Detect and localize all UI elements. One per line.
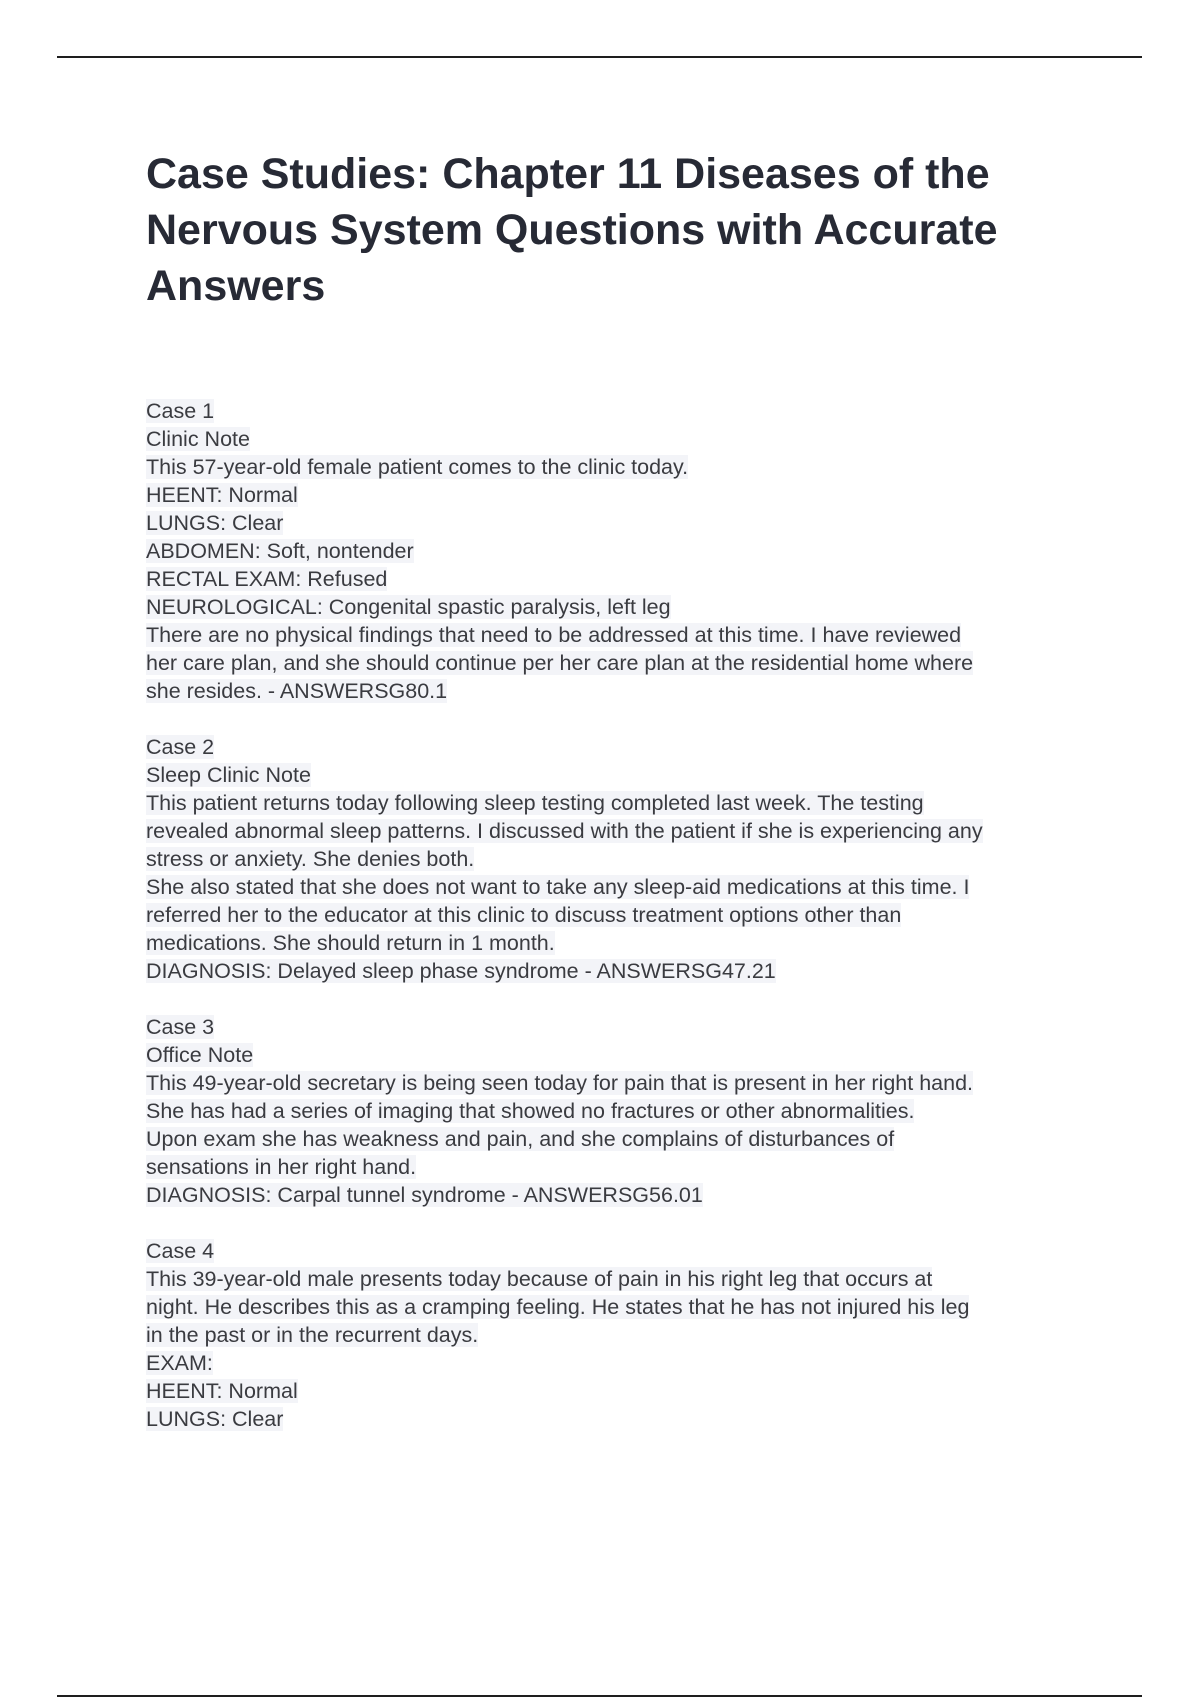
note-line: This 39-year-old male presents today because of pain in his right leg that occurs at — [146, 1267, 933, 1291]
note-line: her care plan, and she should continue per her care plan at the residential home where — [146, 651, 974, 675]
document-title: Case Studies: Chapter 11 Diseases of the Nervous System Questions with Accurate Answers — [146, 150, 998, 310]
case-heading: Case 4 — [146, 1239, 215, 1263]
note-line: There are no physical findings that need to be addressed at this time. I have reviewed — [146, 623, 962, 647]
note-line: EXAM: — [146, 1351, 213, 1375]
document-body — [146, 397, 1106, 1461]
note-line: ABDOMEN: Soft, nontender — [146, 539, 414, 563]
note-line: LUNGS: Clear — [146, 511, 284, 535]
case-4 — [146, 1237, 1106, 1433]
answer-line: DIAGNOSIS: Delayed sleep phase syndrome - ANSWERSG47.21 — [146, 959, 776, 983]
note-line: night. He describes this as a cramping feeling. He states that he has not injured his leg — [146, 1295, 970, 1319]
note-type: Sleep Clinic Note — [146, 763, 311, 787]
note-line: This patient returns today following sleep testing completed last week. The testing — [146, 791, 924, 815]
note-line: referred her to the educator at this clinic to discuss treatment options other than — [146, 903, 902, 927]
bottom-divider — [57, 1695, 1142, 1697]
case-heading: Case 3 — [146, 1015, 215, 1039]
note-line: NEUROLOGICAL: Congenital spastic paralysis, left leg — [146, 595, 671, 619]
note-line: sensations in her right hand. — [146, 1155, 417, 1179]
note-line: Upon exam she has weakness and pain, and she complains of disturbances of — [146, 1127, 895, 1151]
case-2 — [146, 733, 1106, 985]
note-line: She also stated that she does not want to take any sleep-aid medications at this time. I — [146, 875, 970, 899]
note-line: LUNGS: Clear — [146, 1407, 284, 1431]
note-line: This 49-year-old secretary is being seen today for pain that is present in her right hand. — [146, 1071, 974, 1095]
note-line: HEENT: Normal — [146, 1379, 298, 1403]
note-type: Office Note — [146, 1043, 254, 1067]
note-line: This 57-year-old female patient comes to the clinic today. — [146, 455, 689, 479]
note-line: revealed abnormal sleep patterns. I discussed with the patient if she is experiencing any — [146, 819, 983, 843]
top-divider — [57, 56, 1142, 58]
case-1 — [146, 397, 1106, 705]
answer-line: she resides. - ANSWERSG80.1 — [146, 679, 448, 703]
case-heading: Case 2 — [146, 735, 215, 759]
note-line: RECTAL EXAM: Refused — [146, 567, 388, 591]
note-line: HEENT: Normal — [146, 483, 298, 507]
note-line: She has had a series of imaging that showed no fractures or other abnormalities. — [146, 1099, 915, 1123]
case-heading: Case 1 — [146, 399, 215, 423]
answer-line: DIAGNOSIS: Carpal tunnel syndrome - ANSWERSG56.01 — [146, 1183, 703, 1207]
note-type: Clinic Note — [146, 427, 250, 451]
note-line: in the past or in the recurrent days. — [146, 1323, 479, 1347]
note-line: medications. She should return in 1 month. — [146, 931, 555, 955]
case-3 — [146, 1013, 1106, 1209]
note-line: stress or anxiety. She denies both. — [146, 847, 475, 871]
